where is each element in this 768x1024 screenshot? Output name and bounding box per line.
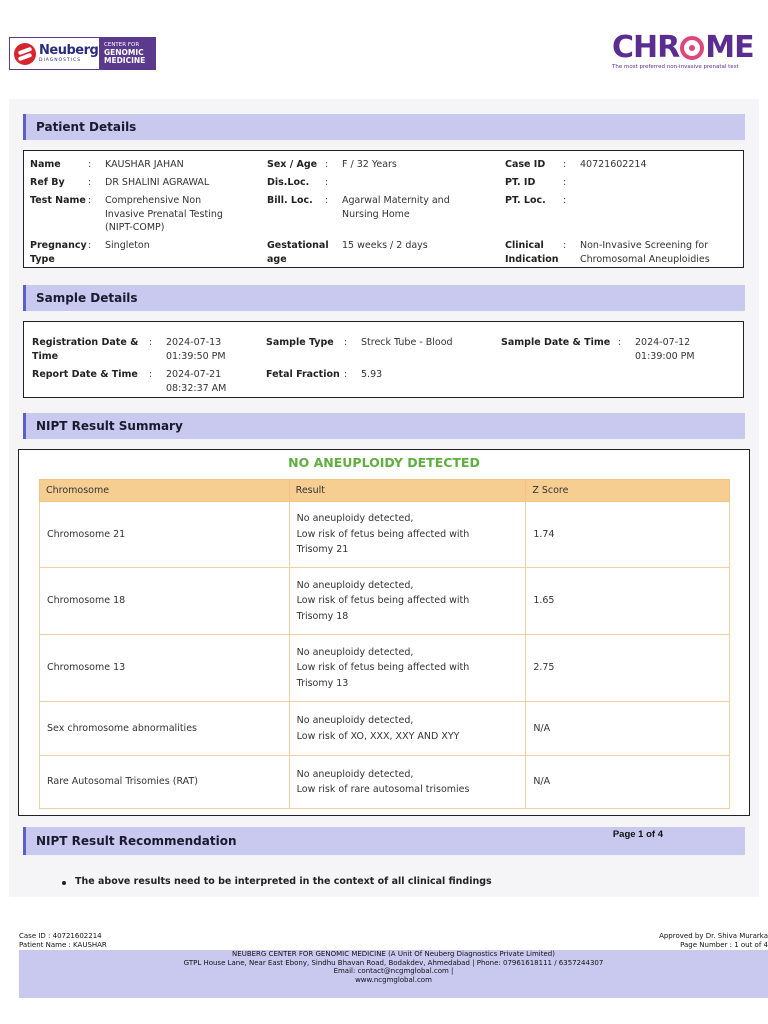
- footer-contact-bar: [19, 950, 768, 998]
- patient-details-title: Patient Details: [36, 120, 137, 134]
- recommendation-bullet: The above results need to be interpreted in the context of all clinical findings: [75, 876, 492, 887]
- footer-website: www.ncgmglobal.com: [355, 975, 432, 984]
- sample-type-value: Streck Tube - Blood: [361, 337, 453, 348]
- footer-email: Email: contact@ncgmglobal.com |: [333, 967, 454, 975]
- result-cell: [289, 635, 526, 702]
- sex-age-value: F / 32 Years: [342, 159, 397, 170]
- footer-case-id: Case ID : 40721602214: [19, 932, 102, 940]
- footer-right-meta: [659, 932, 768, 949]
- case-id-label: Case ID: [505, 159, 546, 170]
- fetal-fraction-value: 5.93: [361, 369, 383, 380]
- patient-details-box: Name : KAUSHAR JAHAN Sex / Age : F / 32 Years Case ID : 40721602214 Ref By : DR SHALINI AGRAWAL Dis.Loc. : PT. ID : Test Name : Comprehensive Non Invasive Prenatal Testing (NIPT-COMP) Bill. Loc. : Agarwal Maternity and Nursing Home PT. Loc. : Pregnancy Type : Singleton Gestational age 15 weeks / 2 days Clinical Indication : Non-Invasive Screening for Chromosomal Aneuploidies: [23, 150, 744, 268]
- z-score-cell: N/A: [526, 702, 730, 756]
- reg-date-value-2: 01:39:50 PM: [166, 350, 226, 362]
- bill-loc-line-2: Nursing Home: [342, 208, 410, 220]
- sample-details-box: Registration Date & Time : 2024-07-13 01:39:50 PM Sample Type : Streck Tube - Blood Sample Date & Time : 2024-07-12 01:39:00 PM Report Date & Time : 2024-07-21 08:32:37 AM Fetal Fraction : 5.93: [23, 321, 744, 398]
- result-line: No aneuploidy detected,: [296, 715, 414, 726]
- result-cell: [289, 756, 526, 809]
- chrome-o-icon: [680, 36, 704, 60]
- footer-patient-name: Patient Name : KAUSHAR: [19, 940, 107, 949]
- neuberg-sub-text: DIAGNOSTICS: [39, 57, 82, 63]
- result-line: No aneuploidy detected,: [296, 513, 414, 525]
- footer-address: GTPL House Lane, Near East Ebony, Sindhu Bhavan Road, Bodakdev, Ahmedabad | Phone: 07961618111 / 6357244307: [183, 958, 604, 967]
- nipt-recommendation-heading: [23, 827, 745, 855]
- gestational-age-value: 15 weeks / 2 days: [342, 240, 428, 251]
- result-line: Low risk of fetus being affected with: [296, 662, 470, 674]
- chromosome-cell: Chromosome 13: [40, 635, 290, 702]
- cgm-badge: [99, 38, 155, 69]
- result-line: Trisomy 21: [296, 544, 349, 556]
- neuberg-brand-text: Neuberg: [39, 42, 99, 58]
- z-score-cell: N/A: [526, 756, 730, 809]
- ref-by-value: DR SHALINI AGRAWAL: [105, 177, 210, 188]
- test-name-line-3: (NIPT-COMP): [105, 222, 165, 233]
- cgm-line-1: CENTER FOR: [104, 42, 140, 48]
- name-label: Name: [30, 159, 61, 170]
- report-date-value-2: 08:32:37 AM: [166, 382, 227, 394]
- pregnancy-type-label-2: Type: [30, 253, 55, 265]
- footer-left-meta: [19, 932, 107, 949]
- chrome-word-end: ME: [705, 30, 754, 65]
- case-id-value: 40721602214: [580, 159, 647, 170]
- clinical-indication-line-1: Non-Invasive Screening for: [580, 240, 709, 251]
- chromosome-cell: Chromosome 21: [40, 502, 290, 568]
- z-score-cell: 2.75: [526, 635, 730, 702]
- bill-loc-label: Bill. Loc.: [267, 195, 313, 206]
- sample-date-value-2: 01:39:00 PM: [635, 350, 695, 362]
- clinical-indication-label-1: Clinical: [505, 240, 544, 251]
- chromosome-cell: Chromosome 18: [40, 568, 290, 635]
- report-header: [0, 0, 768, 100]
- result-line: Low risk of fetus being affected with: [296, 595, 470, 607]
- column-header-result: Result: [289, 480, 526, 502]
- bullet-icon: [62, 881, 66, 885]
- no-aneuploidy-headline: NO ANEUPLOIDY DETECTED: [288, 455, 480, 470]
- chrome-word-start: CHR: [612, 30, 680, 65]
- neuberg-logo: [9, 37, 156, 70]
- footer-org: NEUBERG CENTER FOR GENOMIC MEDICINE (A Unit Of Neuberg Diagnostics Private Limited): [232, 950, 555, 958]
- results-table: [39, 479, 730, 809]
- clinical-indication-label-2: Indication: [505, 253, 559, 265]
- table-row: [40, 702, 730, 756]
- chromosome-cell: Rare Autosomal Trisomies (RAT): [40, 756, 290, 809]
- neuberg-mark-icon: [14, 43, 36, 65]
- result-line: Low risk of fetus being affected with: [296, 528, 470, 540]
- cgm-line-2: GENOMIC: [104, 48, 144, 57]
- column-header-z-score: Z Score: [526, 480, 730, 502]
- sample-type-label: Sample Type: [266, 337, 334, 348]
- chrome-logo: [612, 30, 762, 71]
- cgm-line-3: MEDICINE: [104, 56, 146, 65]
- nipt-summary-heading: [23, 413, 745, 439]
- page-indicator: Page 1 of 4: [612, 829, 663, 840]
- result-line: Low risk of rare autosomal trisomies: [296, 784, 470, 795]
- result-line: No aneuploidy detected,: [296, 768, 414, 780]
- sex-age-label: Sex / Age: [267, 159, 318, 170]
- chromosome-cell: Sex chromosome abnormalities: [40, 702, 290, 756]
- nipt-summary-title: NIPT Result Summary: [36, 419, 183, 433]
- sample-date-value-1: 2024-07-12: [635, 337, 691, 348]
- sample-details-title: Sample Details: [36, 291, 138, 305]
- sample-details-heading: [23, 285, 745, 311]
- pt-loc-label: PT. Loc.: [505, 195, 546, 206]
- sample-date-label: Sample Date & Time: [501, 337, 611, 348]
- result-line: Low risk of XO, XXX, XXY AND XYY: [296, 730, 460, 742]
- bill-loc-line-1: Agarwal Maternity and: [342, 195, 450, 206]
- result-line: No aneuploidy detected,: [296, 579, 414, 591]
- report-date-value-1: 2024-07-21: [166, 369, 222, 380]
- report-date-label: Report Date & Time: [32, 369, 138, 380]
- pregnancy-type-label-1: Pregnancy: [30, 240, 87, 251]
- table-row: [40, 568, 730, 635]
- z-score-cell: 1.65: [526, 568, 730, 635]
- table-row: [40, 502, 730, 568]
- ref-by-label: Ref By: [30, 177, 65, 188]
- reg-date-label-2: Time: [32, 350, 59, 362]
- result-cell: [289, 568, 526, 635]
- footer-approved-by: Approved by Dr. Shiva Murarka: [659, 932, 768, 940]
- result-cell: [289, 702, 526, 756]
- result-cell: [289, 502, 526, 568]
- result-line: No aneuploidy detected,: [296, 646, 414, 658]
- table-row: [40, 635, 730, 702]
- test-name-line-1: Comprehensive Non: [105, 195, 202, 206]
- result-line: Trisomy 13: [296, 677, 349, 689]
- nipt-recommendation-title: NIPT Result Recommendation: [36, 834, 237, 848]
- results-header-row: [40, 480, 730, 502]
- result-line: Trisomy 18: [296, 610, 349, 622]
- reg-date-label-1: Registration Date &: [32, 337, 139, 348]
- patient-details-heading: [23, 114, 745, 140]
- clinical-indication-line-2: Chromosomal Aneuploidies: [580, 253, 710, 265]
- column-header-chromosome: Chromosome: [40, 480, 290, 502]
- table-row: [40, 756, 730, 809]
- nipt-summary-box: [18, 449, 750, 816]
- pregnancy-type-value: Singleton: [105, 240, 150, 251]
- test-name-label: Test Name: [30, 195, 86, 206]
- dis-loc-label: Dis.Loc.: [267, 177, 310, 188]
- reg-date-value-1: 2024-07-13: [166, 337, 222, 348]
- gestational-age-label-1: Gestational: [267, 240, 329, 251]
- chrome-tagline: The most preferred non-invasive prenatal test: [612, 64, 739, 70]
- test-name-line-2: Invasive Prenatal Testing: [105, 208, 223, 220]
- pt-id-label: PT. ID: [505, 177, 536, 188]
- footer-page-number: Page Number : 1 out of 4: [680, 940, 768, 949]
- fetal-fraction-label: Fetal Fraction: [266, 369, 340, 380]
- z-score-cell: 1.74: [526, 502, 730, 568]
- gestational-age-label-2: age: [267, 253, 287, 265]
- patient-name: KAUSHAR JAHAN: [105, 159, 184, 170]
